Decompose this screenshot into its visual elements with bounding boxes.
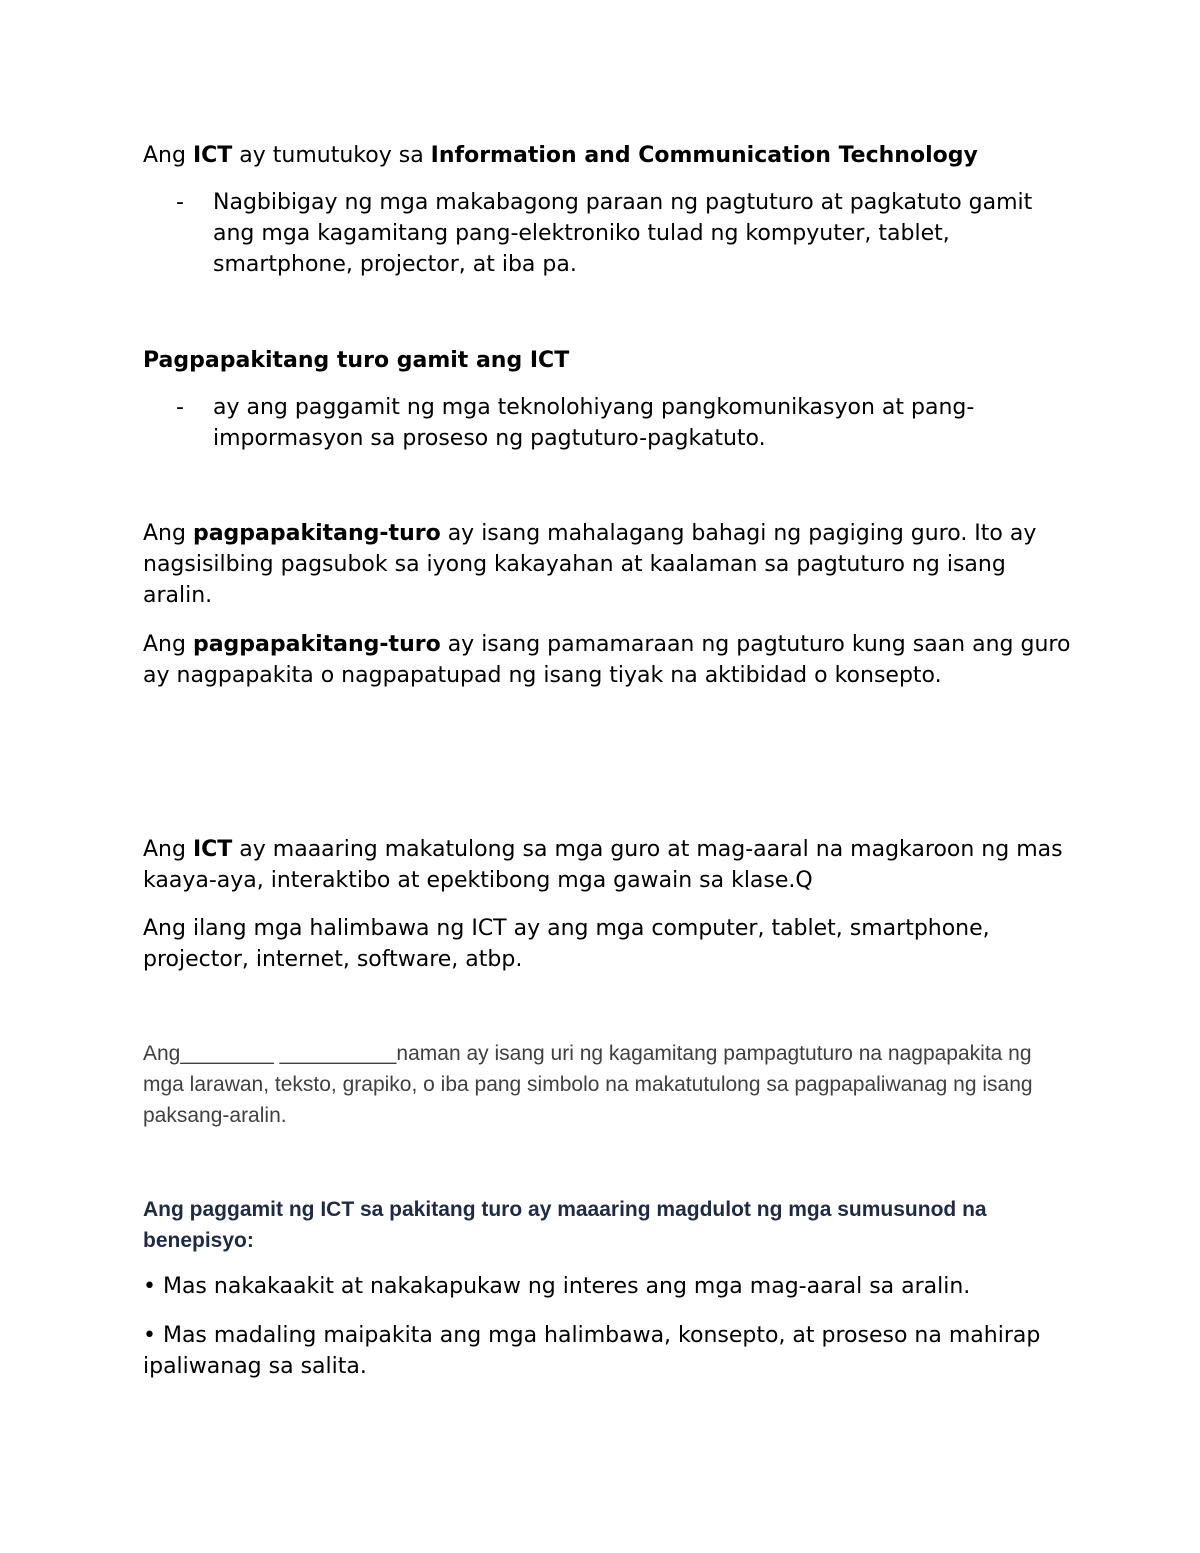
dash-list-item [143,392,1073,454]
pagpapakitang-turo-paragraph-1 [143,518,1073,611]
dash-marker: - [176,395,184,420]
ict-definition-paragraph [143,140,1073,171]
text-run: ay tumutukoy sa [232,143,431,168]
bold-term: pagpapakitang-turo [192,632,441,657]
bold-term-ict: ICT [192,143,233,168]
text-run: Ang [143,143,193,168]
fill-in-blank-paragraph: Ang________ __________naman ay isang uri ng kagamitang pampagtuturo na nagpapakita ng mga larawan, teksto, grapiko, o iba pang simbolo na makatutulong sa pagpapaliwanag ng isang paksang-aralin. [143,1042,1033,1127]
section-heading [143,345,1073,376]
text-run: Ang [143,837,193,862]
benefits-intro: Ang paggamit ng ICT sa pakitang turo ay maaaring magdulot ng mga sumusunod na benepisyo: [143,1198,987,1252]
bold-term: pagpapakitang-turo [192,521,441,546]
dash-marker: - [176,190,184,215]
bold-term-full-name: Information and Communication Technology [430,143,978,168]
text-run: Ang [143,521,193,546]
benefit-item: • Mas nakakaakit at nakakapukaw ng interes ang mga mag-aaral sa aralin. [143,1274,971,1299]
benefit-item: • Mas madaling maipakita ang mga halimbawa, konsepto, at proseso na mahirap ipaliwanag sa salita. [143,1323,1041,1379]
dash-item-text: ay ang paggamit ng mga teknolohiyang pangkomunikasyon at pang-impormasyon sa proseso ng pagtuturo-pagkatuto. [213,395,975,451]
dash-item-text: Nagbibigay ng mga makabagong paraan ng pagtuturo at pagkatuto gamit ang mga kagamitang pang-elektroniko tulad ng kompyuter, tablet, smartphone, projector, at iba pa. [213,190,1033,277]
dash-list-item [143,187,1073,280]
ict-benefit-paragraph [143,834,1073,896]
text-run: Ang [143,632,193,657]
text-run: ay maaaring makatulong sa mga guro at mag-aaral na magkaroon ng mas kaaya-aya, interaktibo at epektibong mga gawain sa klase.Q [143,837,1063,893]
text-run: ay isang mahalagang bahagi ng pagiging guro. Ito ay nagsisilbing pagsubok sa iyong kakayahan at kaalaman sa pagtuturo ng isang aralin. [143,521,1037,608]
text-run: ay isang pamamaraan ng pagtuturo kung saan ang guro ay nagpapakita o nagpapatupad ng isang tiyak na aktibidad o konsepto. [143,632,1071,688]
pagpapakitang-turo-paragraph-2 [143,629,1073,691]
ict-examples-paragraph: Ang ilang mga halimbawa ng ICT ay ang mga computer, tablet, smartphone, projector, internet, software, atbp. [143,916,990,972]
bold-term-ict: ICT [192,837,233,862]
heading-text: Pagpapakitang turo gamit ang ICT [143,348,570,373]
